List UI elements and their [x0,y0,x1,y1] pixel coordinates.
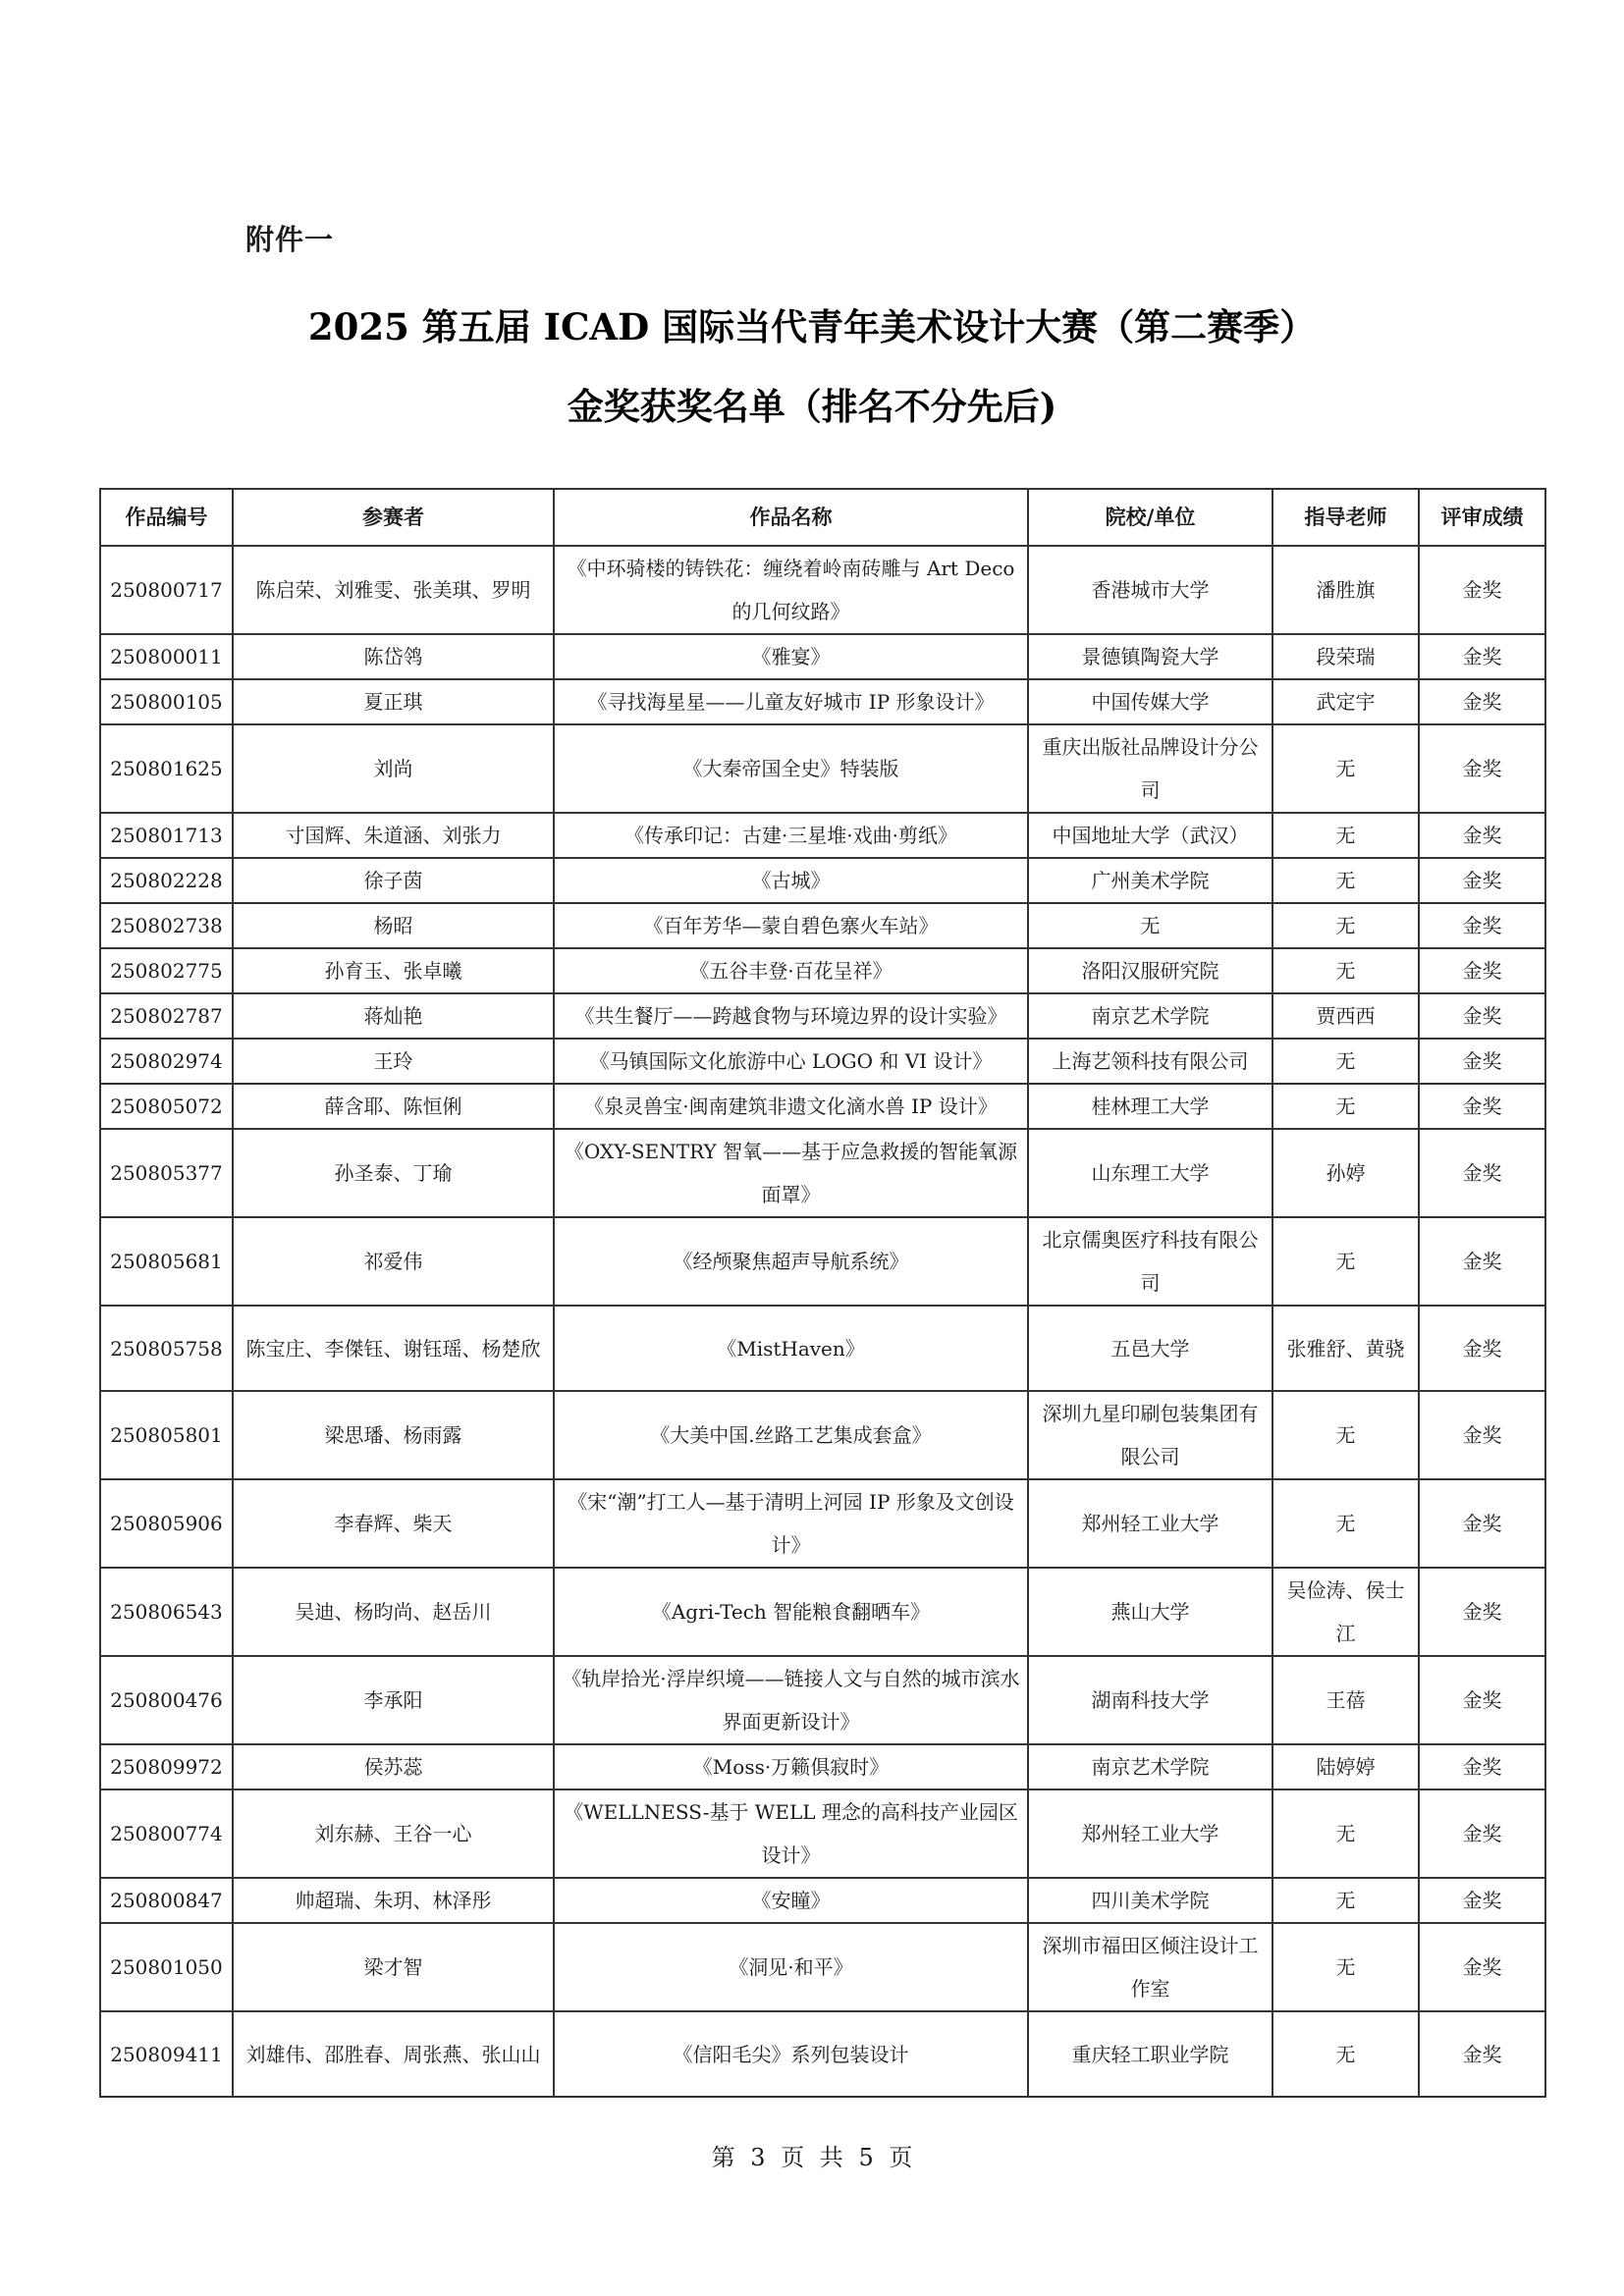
cell-work-id: 250800717 [100,546,233,634]
cell-work-id: 250805681 [100,1217,233,1306]
cell-participants: 刘尚 [233,724,554,813]
cell-result: 金奖 [1419,813,1545,858]
cell-advisor: 无 [1272,858,1419,903]
cell-work-id: 250809972 [100,1744,233,1789]
table-row [100,1306,1545,1391]
cell-result: 金奖 [1419,1306,1545,1391]
cell-participants: 李春辉、柴天 [233,1479,554,1568]
cell-participants: 梁思璠、杨雨露 [233,1391,554,1479]
cell-advisor: 无 [1272,1217,1419,1306]
cell-advisor: 贾西西 [1272,993,1419,1039]
table-row [100,1391,1545,1479]
cell-work-id: 250805906 [100,1479,233,1568]
cell-advisor: 无 [1272,1923,1419,2011]
cell-work-id: 250800105 [100,679,233,724]
cell-work-title: 《安瞳》 [554,1878,1028,1923]
cell-result: 金奖 [1419,1656,1545,1744]
cell-work-title: 《百年芳华—蒙自碧色寨火车站》 [554,903,1028,948]
cell-work-id: 250802775 [100,948,233,993]
cell-participants: 薛含耶、陈恒俐 [233,1084,554,1129]
cell-work-id: 250801713 [100,813,233,858]
table-row [100,724,1545,813]
table-row [100,813,1545,858]
table-row [100,1923,1545,2011]
header-institution: 院校/单位 [1028,489,1272,546]
cell-work-id: 250801050 [100,1923,233,2011]
cell-result: 金奖 [1419,1789,1545,1878]
table-row [100,1789,1545,1878]
cell-institution: 洛阳汉服研究院 [1028,948,1272,993]
cell-advisor: 武定宇 [1272,679,1419,724]
awards-table [99,488,1546,2098]
cell-institution: 无 [1028,903,1272,948]
cell-advisor: 吴俭涛、侯士江 [1272,1568,1419,1656]
cell-institution: 四川美术学院 [1028,1878,1272,1923]
cell-work-title: 《中环骑楼的铸铁花：缠绕着岭南砖雕与 Art Deco 的几何纹路》 [554,546,1028,634]
cell-result: 金奖 [1419,724,1545,813]
cell-participants: 寸国辉、朱道涵、刘张力 [233,813,554,858]
cell-work-id: 250805377 [100,1129,233,1217]
cell-result: 金奖 [1419,679,1545,724]
cell-work-id: 250801625 [100,724,233,813]
cell-work-id: 250800476 [100,1656,233,1744]
cell-participants: 祁爱伟 [233,1217,554,1306]
cell-institution: 桂林理工大学 [1028,1084,1272,1129]
cell-result: 金奖 [1419,1744,1545,1789]
cell-work-id: 250800847 [100,1878,233,1923]
cell-result: 金奖 [1419,1391,1545,1479]
cell-work-id: 250802228 [100,858,233,903]
cell-participants: 蒋灿艳 [233,993,554,1039]
cell-advisor: 潘胜旗 [1272,546,1419,634]
cell-result: 金奖 [1419,1479,1545,1568]
table-row [100,1878,1545,1923]
cell-participants: 陈岱鸰 [233,634,554,679]
table-row [100,903,1545,948]
cell-participants: 刘东赫、王谷一心 [233,1789,554,1878]
cell-result: 金奖 [1419,1039,1545,1084]
cell-work-title: 《传承印记：古建·三星堆·戏曲·剪纸》 [554,813,1028,858]
cell-work-title: 《轨岸拾光·浮岸织境——链接人文与自然的城市滨水界面更新设计》 [554,1656,1028,1744]
cell-work-title: 《OXY-SENTRY 智氧——基于应急救援的智能氧源面罩》 [554,1129,1028,1217]
cell-participants: 夏正琪 [233,679,554,724]
cell-work-id: 250802738 [100,903,233,948]
cell-institution: 重庆出版社品牌设计分公司 [1028,724,1272,813]
table-row [100,1039,1545,1084]
cell-advisor: 无 [1272,813,1419,858]
table-row [100,948,1545,993]
table-row [100,1084,1545,1129]
cell-result: 金奖 [1419,993,1545,1039]
header-participants: 参赛者 [233,489,554,546]
cell-result: 金奖 [1419,1878,1545,1923]
cell-work-title: 《大秦帝国全史》特装版 [554,724,1028,813]
cell-participants: 侯苏蕊 [233,1744,554,1789]
cell-work-title: 《马镇国际文化旅游中心 LOGO 和 VI 设计》 [554,1039,1028,1084]
cell-work-title: 《大美中国.丝路工艺集成套盒》 [554,1391,1028,1479]
cell-institution: 湖南科技大学 [1028,1656,1272,1744]
table-row [100,1568,1545,1656]
cell-work-id: 250802974 [100,1039,233,1084]
document-subtitle: 金奖获奖名单（排名不分先后) [567,385,1057,428]
header-result: 评审成绩 [1419,489,1545,546]
cell-participants: 孙圣泰、丁瑜 [233,1129,554,1217]
cell-work-title: 《MistHaven》 [554,1306,1028,1391]
cell-institution: 山东理工大学 [1028,1129,1272,1217]
document-title: 2025 第五届 ICAD 国际当代青年美术设计大赛（第二赛季） [307,305,1317,348]
cell-result: 金奖 [1419,1217,1545,1306]
cell-work-title: 《经颅聚焦超声导航系统》 [554,1217,1028,1306]
cell-participants: 李承阳 [233,1656,554,1744]
cell-participants: 刘雄伟、邵胜春、周张燕、张山山 [233,2011,554,2097]
cell-work-title: 《古城》 [554,858,1028,903]
cell-work-title: 《宋“潮”打工人—基于清明上河园 IP 形象及文创设计》 [554,1479,1028,1568]
cell-work-title: 《五谷丰登·百花呈祥》 [554,948,1028,993]
cell-participants: 孙育玉、张卓曦 [233,948,554,993]
cell-institution: 香港城市大学 [1028,546,1272,634]
cell-result: 金奖 [1419,948,1545,993]
table-row [100,858,1545,903]
table-row [100,1129,1545,1217]
cell-result: 金奖 [1419,1923,1545,2011]
cell-result: 金奖 [1419,1568,1545,1656]
cell-institution: 上海艺领科技有限公司 [1028,1039,1272,1084]
cell-work-id: 250809411 [100,2011,233,2097]
cell-participants: 吴迪、杨昀尚、赵岳川 [233,1568,554,1656]
cell-result: 金奖 [1419,634,1545,679]
header-work-id: 作品编号 [100,489,233,546]
cell-institution: 深圳市福田区倾注设计工作室 [1028,1923,1272,2011]
cell-work-id: 250805758 [100,1306,233,1391]
cell-institution: 中国地址大学（武汉） [1028,813,1272,858]
cell-work-id: 250806543 [100,1568,233,1656]
cell-advisor: 无 [1272,948,1419,993]
cell-result: 金奖 [1419,546,1545,634]
table-row [100,1744,1545,1789]
cell-work-title: 《泉灵兽宝·闽南建筑非遗文化滴水兽 IP 设计》 [554,1084,1028,1129]
cell-advisor: 无 [1272,903,1419,948]
cell-work-title: 《共生餐厅——跨越食物与环境边界的设计实验》 [554,993,1028,1039]
cell-result: 金奖 [1419,858,1545,903]
cell-institution: 北京儒奥医疗科技有限公司 [1028,1217,1272,1306]
cell-advisor: 陆婷婷 [1272,1744,1419,1789]
cell-advisor: 无 [1272,2011,1419,2097]
cell-institution: 燕山大学 [1028,1568,1272,1656]
table-row [100,546,1545,634]
cell-participants: 陈宝庄、李傑钰、谢钰瑶、杨楚欣 [233,1306,554,1391]
cell-participants: 帅超瑞、朱玥、林泽彤 [233,1878,554,1923]
cell-work-title: 《雅宴》 [554,634,1028,679]
cell-advisor: 无 [1272,1479,1419,1568]
cell-institution: 景德镇陶瓷大学 [1028,634,1272,679]
table-row [100,1479,1545,1568]
table-row [100,2011,1545,2097]
cell-institution: 郑州轻工业大学 [1028,1789,1272,1878]
cell-work-title: 《WELLNESS-基于 WELL 理念的高科技产业园区设计》 [554,1789,1028,1878]
cell-result: 金奖 [1419,1129,1545,1217]
cell-work-title: 《Agri-Tech 智能粮食翻晒车》 [554,1568,1028,1656]
cell-advisor: 王蓓 [1272,1656,1419,1744]
cell-advisor: 无 [1272,1391,1419,1479]
cell-participants: 梁才智 [233,1923,554,2011]
cell-work-title: 《洞见·和平》 [554,1923,1028,2011]
table-row [100,634,1545,679]
cell-advisor: 无 [1272,1789,1419,1878]
table-row [100,1656,1545,1744]
table-row [100,679,1545,724]
cell-work-title: 《Moss·万籁俱寂时》 [554,1744,1028,1789]
cell-work-id: 250805801 [100,1391,233,1479]
cell-work-id: 250802787 [100,993,233,1039]
cell-advisor: 孙婷 [1272,1129,1419,1217]
cell-participants: 杨昭 [233,903,554,948]
cell-advisor: 张雅舒、黄骁 [1272,1306,1419,1391]
cell-work-title: 《寻找海星星——儿童友好城市 IP 形象设计》 [554,679,1028,724]
cell-work-id: 250805072 [100,1084,233,1129]
header-advisor: 指导老师 [1272,489,1419,546]
cell-work-id: 250800011 [100,634,233,679]
cell-institution: 中国传媒大学 [1028,679,1272,724]
page-number: 第 3 页 共 5 页 [711,2144,913,2171]
cell-institution: 重庆轻工职业学院 [1028,2011,1272,2097]
cell-institution: 深圳九星印刷包装集团有限公司 [1028,1391,1272,1479]
cell-advisor: 段荣瑞 [1272,634,1419,679]
table-row [100,1217,1545,1306]
cell-work-title: 《信阳毛尖》系列包装设计 [554,2011,1028,2097]
cell-participants: 徐子茵 [233,858,554,903]
cell-work-id: 250800774 [100,1789,233,1878]
cell-participants: 王玲 [233,1039,554,1084]
table-header-row [100,489,1545,546]
cell-institution: 五邑大学 [1028,1306,1272,1391]
cell-advisor: 无 [1272,1878,1419,1923]
cell-advisor: 无 [1272,1039,1419,1084]
cell-advisor: 无 [1272,1084,1419,1129]
cell-result: 金奖 [1419,1084,1545,1129]
attachment-label: 附件一 [245,223,335,256]
cell-institution: 南京艺术学院 [1028,1744,1272,1789]
cell-participants: 陈启荣、刘雅雯、张美琪、罗明 [233,546,554,634]
cell-institution: 郑州轻工业大学 [1028,1479,1272,1568]
cell-institution: 南京艺术学院 [1028,993,1272,1039]
cell-institution: 广州美术学院 [1028,858,1272,903]
cell-result: 金奖 [1419,2011,1545,2097]
cell-advisor: 无 [1272,724,1419,813]
header-work-title: 作品名称 [554,489,1028,546]
cell-result: 金奖 [1419,903,1545,948]
table-row [100,993,1545,1039]
